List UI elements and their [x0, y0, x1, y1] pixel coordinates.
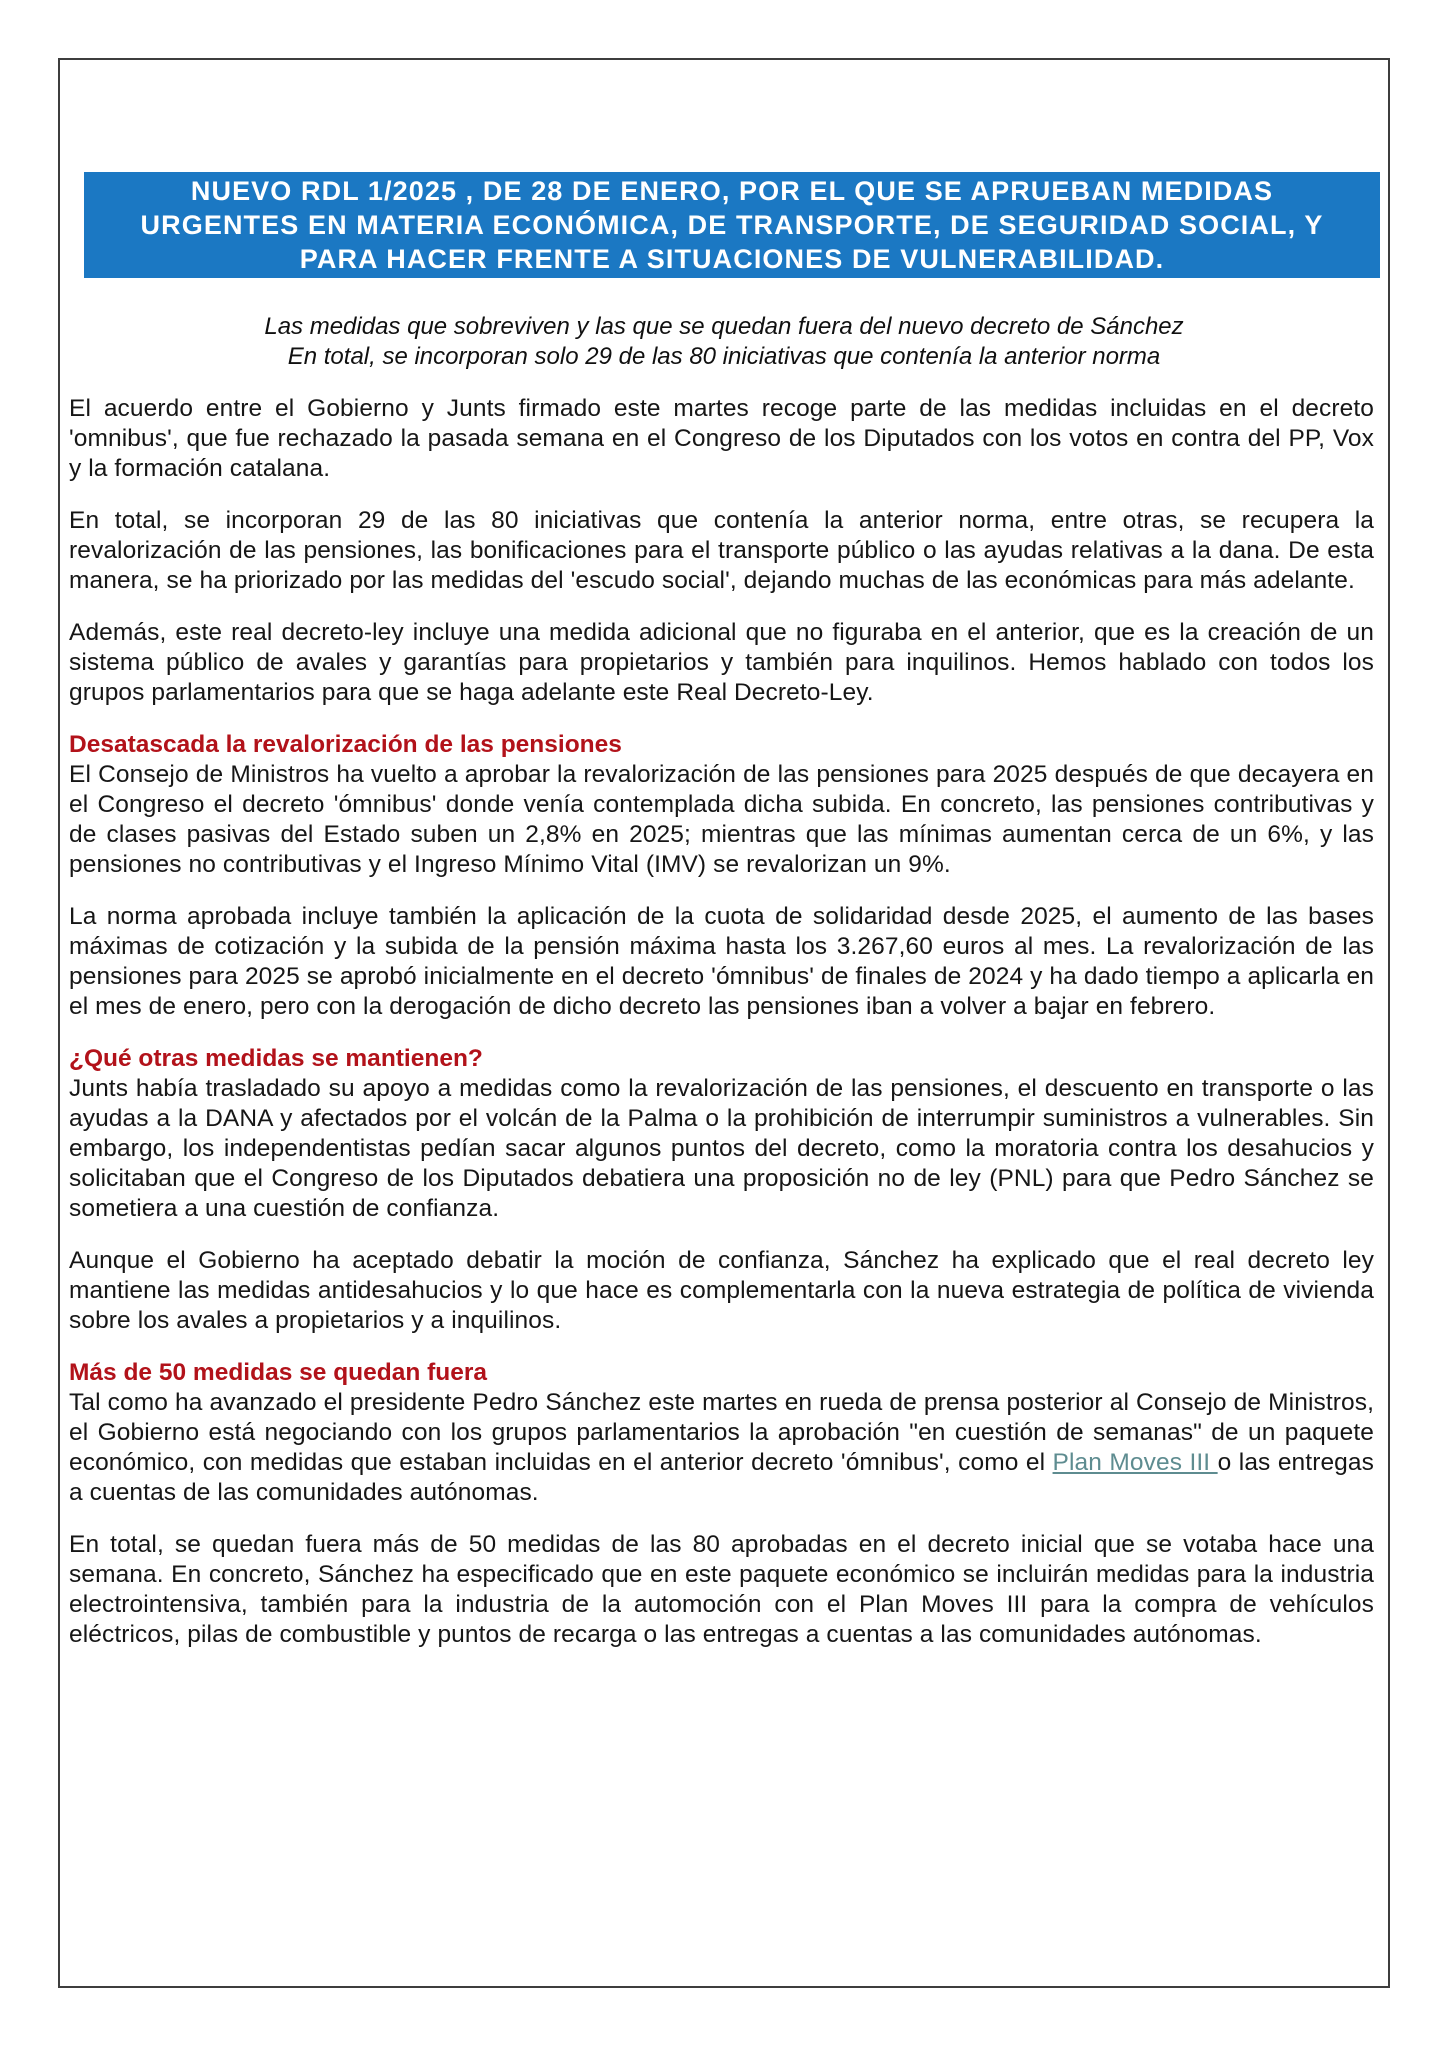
document-page	[58, 58, 1390, 1988]
subtitle-line-2: En total, se incorporan solo 29 de las 80 iniciativas que contenía la anterior norma	[287, 343, 1161, 370]
heading-medidas-fuera: Más de 50 medidas se quedan fuera	[69, 1359, 488, 1386]
paragraph-cuota-solidaridad: La norma aprobada incluye también la aplicación de la cuota de solidaridad desde 2025, el aumento de las bases máximas de cotización y la subida de la pensión máxima hasta los 3.267,60 euros al mes. La revalorización de las pensiones para 2025 se aprobó inicialmente en el decreto 'ómnibus' de finales de 2024 y ha dado tiempo a aplicarla en el mes de enero, pero con la derogación de dicho decreto las pensiones iban a volver a bajar en febrero.	[69, 903, 1374, 1020]
paragraph-paquete-text-before: Tal como ha avanzado el presidente Pedro Sánchez este martes en rueda de prensa posterior al Consejo de Ministros, el Gobierno está negociando con los grupos parlamentarios la aprobación "en cuestión de semanas" de un paquete económico, con medidas que estaban incluidas en el anterior decreto 'ómnibus', como el	[69, 1389, 1374, 1476]
heading-revalorizacion-pensiones: Desatascada la revalorización de las pensiones	[69, 731, 622, 758]
title-banner	[84, 172, 1380, 278]
paragraph-consejo-ministros: El Consejo de Ministros ha vuelto a aprobar la revalorización de las pensiones para 2025 después de que decayera en el Congreso el decreto 'ómnibus' donde venía contemplada dicha subida. En concreto, las pensiones contributivas y de clases pasivas del Estado suben un 2,8% en 2025; mientras que las mínimas aumentan cerca de un 6%, y las pensiones no contributivas y el Ingreso Mínimo Vital (IMV) se revalorizan un 9%.	[69, 761, 1374, 878]
paragraph-mocion-confianza: Aunque el Gobierno ha aceptado debatir la moción de confianza, Sánchez ha explicado que el real decreto ley mantiene las medidas antidesahucios y lo que hace es complementarla con la nueva estrategia de política de vivienda sobre los avales a propietarios y a inquilinos.	[69, 1247, 1374, 1334]
document-title: NUEVO RDL 1/2025 , DE 28 DE ENERO, POR EL QUE SE APRUEBAN MEDIDAS URGENTES EN MATERIA ECONÓMICA, DE TRANSPORTE, DE SEGURIDAD SOCIAL, Y PARA HACER FRENTE A SITUACIONES DE VULNERABILIDAD.	[140, 176, 1324, 274]
heading-otras-medidas: ¿Qué otras medidas se mantienen?	[69, 1045, 483, 1072]
paragraph-paquete-text-after: o las entregas a cuentas de las comunidades autónomas.	[69, 1449, 1374, 1506]
paragraph-acuerdo-junts: El acuerdo entre el Gobierno y Junts firmado este martes recoge parte de las medidas incluidas en el decreto 'omnibus', que fue rechazado la pasada semana en el Congreso de los Diputados con los votos en contra del PP, Vox y la formación catalana.	[69, 395, 1374, 482]
paragraph-iniciativas-recuperadas: En total, se incorporan 29 de las 80 iniciativas que contenía la anterior norma, entre otras, se recupera la revalorización de las pensiones, las bonificaciones para el transporte público o las ayudas relativas a la dana. De esta manera, se ha priorizado por las medidas del 'escudo social', dejando muchas de las económicas para más adelante.	[69, 507, 1374, 594]
plan-moves-link[interactable]: Plan Moves III	[1052, 1449, 1218, 1476]
paragraph-total-fuera: En total, se quedan fuera más de 50 medidas de las 80 aprobadas en el decreto inicial que se votaba hace una semana. En concreto, Sánchez ha especificado que en este paquete económico se incluirán medidas para la industria electrointensiva, también para la industria de la automoción con el Plan Moves III para la compra de vehículos eléctricos, pilas de combustible y puntos de recarga o las entregas a cuentas a las comunidades autónomas.	[69, 1531, 1374, 1648]
paragraph-paquete-economico	[69, 1388, 1374, 1508]
paragraph-junts-apoyo: Junts había trasladado su apoyo a medidas como la revalorización de las pensiones, el descuento en transporte o las ayudas a la DANA y afectados por el volcán de la Palma o la prohibición de interrumpir suministros a vulnerables. Sin embargo, los independentistas pedían sacar algunos puntos del decreto, como la moratoria contra los desahucios y solicitaban que el Congreso de los Diputados debatiera una proposición no de ley (PNL) para que Pedro Sánchez se sometiera a una cuestión de confianza.	[69, 1075, 1374, 1222]
paragraph-avales-garantias: Además, este real decreto-ley incluye una medida adicional que no figuraba en el anterior, que es la creación de un sistema público de avales y garantías para propietarios y también para inquilinos. Hemos hablado con todos los grupos parlamentarios para que se haga adelante este Real Decreto-Ley.	[69, 619, 1374, 706]
subtitle-line-1: Las medidas que sobreviven y las que se quedan fuera del nuevo decreto de Sánchez	[264, 313, 1184, 340]
subtitle-block	[80, 312, 1368, 372]
